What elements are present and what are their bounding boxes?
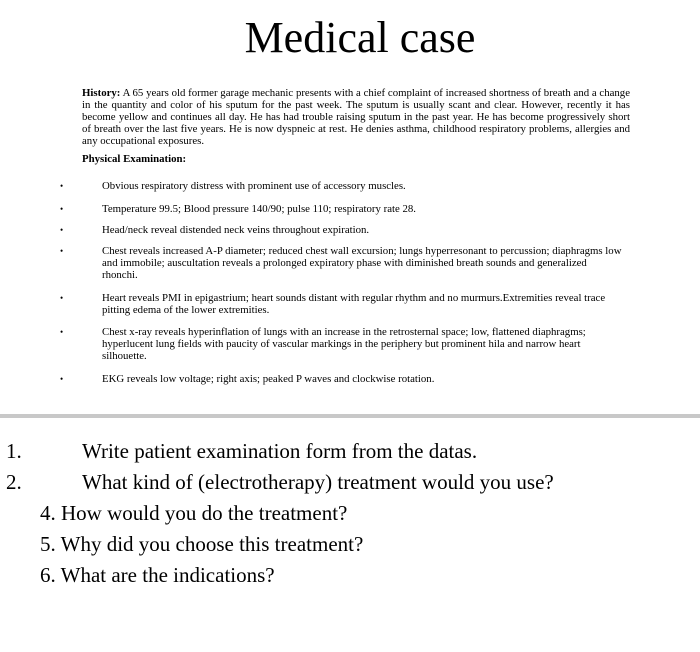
question-number: 1. [6,439,22,463]
question-text: Write patient examination form from the datas. [82,439,478,463]
finding-text: Temperature 99.5; Blood pressure 140/90; pulse 110; respiratory rate 28. [102,203,416,215]
question-text: 6. What are the indications? [40,563,275,587]
finding-text: EKG reveals low voltage; right axis; peaked P waves and clockwise rotation. [102,373,435,385]
finding-text: Chest reveals increased A-P diameter; reduced chest wall excursion; lungs hyperresonant to percussion; diaphragms low and immobile; auscultation reveals a prolonged expiratory phase with diminished breath sounds and generalized rhonchi. [102,245,622,281]
bullet-icon: • [60,225,64,235]
page-title: Medical case [244,13,476,62]
finding-text: Obvious respiratory distress with prominent use of accessory muscles. [102,180,406,192]
finding-text: Heart reveals PMI in epigastrium; heart sounds distant with regular rhythm and no murmurs.Extremities reveal trace pitting edema of the lower extremities. [102,292,606,316]
history-paragraph [82,88,630,148]
bullet-icon: • [60,181,64,191]
case-description [82,88,630,165]
section-divider [0,414,700,418]
finding-text: Head/neck reveal distended neck veins throughout expiration. [102,224,370,236]
question-text: 5. Why did you choose this treatment? [40,532,364,556]
bullet-icon: • [60,374,64,384]
question-text: What kind of (electrotherapy) treatment would you use? [82,470,554,494]
bullet-icon: • [60,293,64,303]
history-text: A 65 years old former garage mechanic presents with a chief complaint of increased shortness of breath and a change in the quantity and color of his sputum for the past week. The sputum is usually scant and clear. However, recently it has become yellow and continues all day. He has had trouble raising sputum in the past year. He has become progressively short of breath over the last five years. He is now dyspneic at rest. He denies asthma, childhood respiratory problems, allergies and any occupational exposures. [82,87,631,147]
question-number: 2. [6,470,22,494]
physical-exam-label: Physical Examination: [82,152,187,165]
finding-text: Chest x-ray reveals hyperinflation of lungs with an increase in the retrosternal space; low, flattened diaphragms; hyperlucent lung fields with paucity of vascular markings in the periphery but prominent hila and narrow heart silhouette. [102,326,586,362]
bullet-icon: • [60,327,64,337]
bullet-icon: • [60,246,64,256]
bullet-icon: • [60,204,64,214]
question-text: 4. How would you do the treatment? [40,501,348,525]
history-label: History: [82,87,121,99]
